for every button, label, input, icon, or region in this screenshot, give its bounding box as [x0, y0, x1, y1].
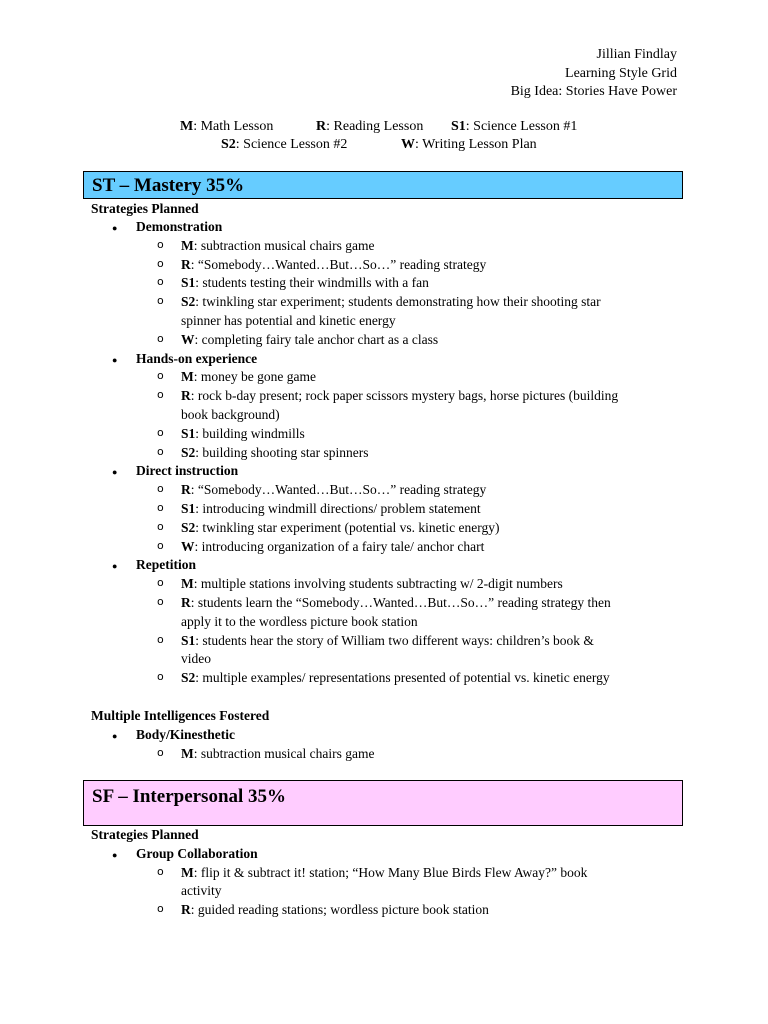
- outline-item: [157, 256, 681, 275]
- outline-item-text: : introducing organization of a fairy tale/ anchor chart: [194, 538, 485, 554]
- outline-item: [157, 519, 681, 538]
- outline-item-text: book background): [181, 406, 280, 422]
- outline-item: [157, 669, 681, 688]
- circle-bullet-icon: o: [157, 256, 164, 270]
- bullet-dot-icon: ●: [112, 731, 118, 741]
- outline-item-text: : twinkling star experiment; students demonstrating how their shooting star: [195, 294, 601, 310]
- outline-item: [157, 293, 681, 330]
- legend-item-reading: R: Reading Lesson: [316, 119, 424, 134]
- outline-item: [157, 387, 681, 424]
- lesson-key: S1: [181, 501, 196, 516]
- outline-group-heading: [112, 462, 239, 481]
- lesson-key: R: [181, 388, 191, 404]
- lesson-key: S1: [181, 275, 196, 291]
- document-header: [511, 46, 677, 102]
- circle-bullet-icon: o: [157, 864, 164, 878]
- outline-group-heading: [112, 726, 236, 745]
- outline-item-text: : subtraction musical chairs game: [193, 745, 375, 761]
- outline-item-text: : rock b-day present; rock paper scissors mystery bags, horse pictures (building: [190, 388, 619, 404]
- outline-item: [157, 632, 681, 669]
- circle-bullet-icon: o: [157, 632, 164, 646]
- circle-bullet-icon: o: [157, 482, 164, 496]
- bullet-dot-icon: ●: [112, 850, 118, 860]
- outline-item: [157, 274, 681, 293]
- circle-bullet-icon: o: [157, 369, 164, 383]
- legend-item-science-1: S1: Science Lesson #1: [451, 119, 578, 134]
- lesson-key: W: [181, 331, 195, 347]
- outline-item: [157, 594, 681, 631]
- outline-group-heading: [112, 350, 258, 369]
- outline-item-text: : flip it & subtract it! station; “How Many Blue Birds Flew Away?” book: [193, 864, 588, 880]
- outline-item-text: : twinkling star experiment (potential vs. kinetic energy): [195, 519, 500, 535]
- circle-bullet-icon: o: [157, 745, 164, 759]
- circle-bullet-icon: o: [157, 538, 164, 552]
- legend-row-2: [221, 136, 537, 155]
- legend-item-writing: W: Writing Lesson Plan: [401, 137, 537, 152]
- outline-item: [157, 575, 681, 594]
- outline-item-text: activity: [181, 883, 222, 899]
- lesson-key: M: [181, 745, 194, 761]
- lesson-key: S2: [181, 444, 196, 460]
- outline-item: [157, 444, 681, 463]
- outline-item: [157, 481, 681, 500]
- lesson-key: M: [181, 237, 194, 253]
- section-label: Strategies Planned: [91, 827, 199, 842]
- outline-item-text: : guided reading stations; wordless picture book station: [190, 902, 489, 918]
- outline-item-text: : students learn the “Somebody…Wanted…But…So…” reading strategy then: [190, 595, 611, 610]
- circle-bullet-icon: o: [157, 576, 164, 590]
- outline-item: [157, 901, 681, 920]
- circle-bullet-icon: o: [157, 444, 164, 458]
- outline-item-text: spinner has potential and kinetic energy: [181, 312, 396, 328]
- outline-group-label: Body/Kinesthetic: [136, 727, 236, 742]
- bullet-dot-icon: ●: [112, 354, 118, 365]
- circle-bullet-icon: o: [157, 425, 164, 439]
- circle-bullet-icon: o: [157, 670, 164, 684]
- lesson-key: S2: [181, 519, 196, 535]
- outline-item: [157, 368, 681, 387]
- outline-item-text: : money be gone game: [193, 369, 316, 385]
- outline-item-text: video: [181, 651, 211, 667]
- lesson-key: W: [181, 538, 195, 554]
- bullet-dot-icon: ●: [112, 223, 118, 233]
- circle-bullet-icon: o: [157, 501, 164, 514]
- outline-item: [157, 237, 681, 256]
- big-idea: Big Idea: Stories Have Power: [510, 84, 677, 99]
- outline-item-text: : completing fairy tale anchor chart as a class: [194, 331, 439, 347]
- author-name: Jillian Findlay: [596, 47, 677, 62]
- legend-item-science-2: S2: Science Lesson #2: [221, 137, 348, 152]
- lesson-key: R: [181, 256, 191, 272]
- outline-item-text: : introducing windmill directions/ problem statement: [195, 501, 481, 516]
- circle-bullet-icon: o: [157, 275, 164, 289]
- lesson-key: S1: [181, 425, 196, 441]
- outline-item: [157, 538, 681, 557]
- outline-group-heading: [112, 556, 196, 575]
- legend-row-1: [180, 118, 578, 137]
- sf-interpersonal-banner: SF – Interpersonal 35%: [83, 780, 683, 826]
- lesson-key: M: [181, 576, 194, 592]
- circle-bullet-icon: o: [157, 519, 164, 533]
- bullet-dot-icon: ●: [112, 561, 118, 572]
- outline-item-text: : “Somebody…Wanted…But…So…” reading strategy: [190, 482, 487, 498]
- document-title: Learning Style Grid: [565, 65, 677, 81]
- lesson-key: S2: [181, 670, 196, 686]
- outline-group-heading: [112, 845, 258, 864]
- outline-item: [157, 864, 681, 901]
- outline-item-text: : building windmills: [195, 425, 305, 441]
- outline-item-text: : “Somebody…Wanted…But…So…” reading strategy: [190, 256, 487, 272]
- legend-item-math: M: Math Lesson: [180, 119, 274, 134]
- outline-item-text: apply it to the wordless picture book station: [181, 613, 418, 629]
- section-label: Strategies Planned: [91, 201, 199, 216]
- outline-group-label: Group Collaboration: [136, 846, 258, 861]
- outline-item-text: : building shooting star spinners: [195, 444, 369, 460]
- circle-bullet-icon: o: [157, 237, 164, 251]
- section-label: Multiple Intelligences Fostered: [91, 708, 270, 723]
- outline-item: [157, 500, 681, 519]
- outline-item-text: : multiple stations involving students subtracting w/ 2-digit numbers: [193, 576, 563, 592]
- lesson-key: R: [181, 482, 191, 498]
- outline-item-text: : subtraction musical chairs game: [193, 237, 375, 253]
- outline-item: [157, 331, 681, 350]
- outline-group-heading: [112, 218, 223, 237]
- outline-item: [157, 425, 681, 444]
- circle-bullet-icon: o: [157, 902, 164, 916]
- lesson-key: R: [181, 902, 191, 918]
- lesson-key: M: [181, 369, 194, 385]
- lesson-key: S2: [181, 294, 196, 310]
- outline-group-label: Repetition: [136, 557, 196, 573]
- outline-group-label: Direct instruction: [136, 463, 239, 479]
- outline-item-text: : students testing their windmills with a fan: [195, 275, 429, 291]
- outline-group-label: Demonstration: [136, 219, 223, 234]
- circle-bullet-icon: o: [157, 331, 164, 345]
- outline-group-label: Hands-on experience: [136, 350, 258, 366]
- outline-item-text: : multiple examples/ representations presented of potential vs. kinetic energy: [195, 670, 610, 686]
- circle-bullet-icon: o: [157, 294, 164, 308]
- lesson-key: M: [181, 864, 194, 880]
- lesson-key: R: [181, 595, 191, 610]
- st-mastery-banner: ST – Mastery 35%: [83, 171, 683, 199]
- outline-item: [157, 745, 681, 764]
- circle-bullet-icon: o: [157, 388, 164, 402]
- circle-bullet-icon: o: [157, 595, 164, 608]
- outline-item-text: : students hear the story of William two different ways: children’s book &: [195, 632, 594, 648]
- bullet-dot-icon: ●: [112, 467, 118, 478]
- lesson-key: S1: [181, 632, 196, 648]
